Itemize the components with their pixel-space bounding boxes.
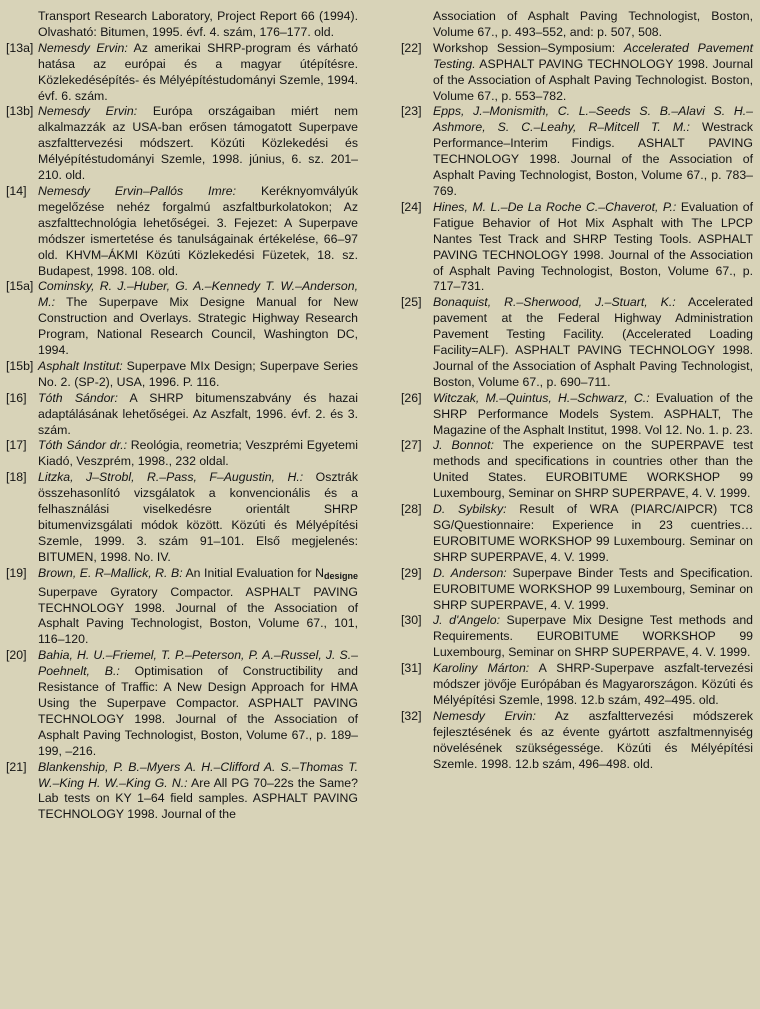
reference-text: Optimisation of Constructibility and Resistance of Traffic: A New Design Approach for HMA Using the Superpave Compactor. ASPHALT PAVING TECHNOLOGY 1998. Journal of the Association of Asphalt Paving Technologist, Boston, Volume 67., p. 189–199, –216. [38, 664, 359, 758]
reference-number: [14] [6, 183, 27, 198]
reference-text: Transport Research Laboratory, Project Report 66 (1994). Olvasható: Bitumen, 1995. évf. 4. szám, 176–177. old. [38, 9, 358, 39]
reference-text: Association of Asphalt Paving Technologist, Boston, Volume 67., p. 493–552, and: p. 507, 508. [433, 9, 753, 39]
reference-text: Osztrák összehasonlító vizsgálatok a konvencionális és a felhasználási viselkedésre orientált SHRP bitumenvizsgálati módok között. Közúti és Mélyépítési Szemle, 1999. 3. szám 91–101. Első megjelenés: BITUMEN, 1998. No. IV. [38, 470, 358, 564]
reference-body [38, 391, 358, 439]
reference-number: [27] [401, 438, 422, 453]
reference-body [38, 41, 358, 105]
reference-number: [24] [401, 199, 422, 214]
reference-authors: J. Bonnot: [433, 438, 494, 453]
reference-column-left [6, 9, 358, 823]
reference-entry [6, 359, 358, 391]
reference-subscript: designe [323, 570, 358, 581]
reference-entry [6, 104, 358, 184]
reference-text: Az amerikai SHRP-program és várható hatása az európai és a magyar útépítésre. Közlekedésépítés- és Mélyépítéstudományi Szemle, 1994. évf. 6. szám. [38, 40, 358, 103]
reference-body [433, 295, 753, 390]
reference-body [38, 104, 358, 184]
reference-text-continued: ASPHALT PAVING TECHNOLOGY 1998. Journal of the Association of Asphalt Paving Technologist. Boston, Volume 67., p. 553–782. [433, 56, 753, 103]
reference-number: [13a] [6, 40, 34, 55]
reference-authors: Litzka, J–Strobl, R.–Pass, F–Augustin, H.: [38, 470, 304, 485]
reference-text: Westrack Performance–Interim Findigs. ASHALT PAVING TECHNOLOGY 1998. Journal of the Association of Asphalt Paving Technologist, Boston, Volume 67., p. 783–769. [433, 120, 753, 198]
reference-authors: Bonaquist, R.–Sherwood, J.–Stuart, K.: [433, 295, 676, 310]
reference-authors: Asphalt Institut: [38, 358, 123, 373]
reference-entry [401, 566, 753, 614]
reference-number: [31] [401, 661, 422, 676]
reference-body [38, 279, 358, 359]
reference-number: [29] [401, 565, 422, 580]
reference-entry [6, 438, 358, 470]
reference-number: [18] [6, 470, 27, 485]
reference-symbol: N [315, 565, 324, 580]
reference-entry [6, 566, 358, 649]
reference-authors: Tóth Sándor dr.: [38, 438, 128, 453]
reference-authors: Bahia, H. U.–Friemel, T. P.–Peterson, P. A.–Russel, J. S.– Poehnelt, B.: [38, 648, 358, 679]
reference-body [433, 566, 753, 614]
reference-text: Európa országaiban miért nem alkalmazzák az USA-ban erősen támogatott Superpave aszfalttervezési módszert. Közúti Közlekedési és Mélyépítéstudományi Szemle, 1998. június, 6. sz. 201–210. old. [38, 104, 358, 183]
reference-body [38, 359, 358, 391]
reference-entry [6, 279, 358, 359]
reference-entry [401, 661, 753, 709]
reference-number: [17] [6, 438, 27, 453]
reference-entry [6, 391, 358, 439]
reference-number: [32] [401, 708, 422, 723]
reference-number: [13b] [6, 104, 34, 119]
reference-number: [15a] [6, 279, 34, 294]
reference-entry [401, 502, 753, 566]
reference-body [433, 391, 753, 439]
reference-entry [6, 184, 358, 279]
reference-text: Reológia, reometria; Veszprémi Egyetemi Kiadó, Veszprém, 1998., 232 oldal. [38, 438, 358, 469]
reference-text: Evaluation of Fatigue Behavior of Hot Mix Asphalt with The LPCP Nantes Test Track and SHRP Testing Tools. ASPHALT PAVING TECHNOLOGY 1998. Journal of the Association of Asphalt Paving Technologist, Boston, Volume 67., p. 717–731. [433, 199, 754, 294]
reference-text: The experience on the SUPERPAVE test methods and specifications in countries other than the United States. EUROBITUME WORKSHOP 99 Luxembourg, Seminar on SHRP SUPERPAVE, 4. V. 1999. [433, 438, 753, 501]
reference-entry [6, 648, 358, 759]
reference-body [6, 9, 358, 41]
reference-text: Superpave Mix Designe Test methods and Requirements. EUROBITUME WORKSHOP 99 Luxembourg, Seminar on SHRP SUPERPAVE, 4. V. 1999. [433, 613, 754, 660]
reference-body [433, 438, 753, 502]
reference-entry [401, 709, 753, 773]
reference-authors: D. Sybilsky: [433, 502, 507, 517]
reference-text: A SHRP bitumenszabvány és hazai adaptálásának lehetőségei. Az Aszfalt, 1996. évf. 2. és 3. szám. [38, 390, 359, 437]
reference-entry [401, 9, 753, 41]
reference-body [38, 648, 358, 759]
reference-entry [401, 295, 753, 390]
reference-number: [20] [6, 648, 27, 663]
reference-authors: Nemesdy Ervin: [38, 104, 138, 119]
reference-text: Evaluation of the SHRP Performance Models System. ASPHALT, The Magazine of the Asphalt Institut, 1998. Vol 12. No. 1. p. 23. [433, 390, 753, 437]
reference-entry [6, 41, 358, 105]
reference-body [433, 200, 753, 295]
reference-text: The Superpave Mix Designe Manual for New Construction and Overlays. Strategic Highway Research Program, National Research Council, Washington DC, 1994. [38, 295, 358, 358]
reference-body [38, 438, 358, 470]
reference-text: Are All PG 70–22s the Same? Lab tests on KY 1–64 field samples. ASPHALT PAVING TECHNOLOGY 1998. Journal of the [38, 775, 358, 822]
reference-body [433, 104, 753, 199]
reference-body [433, 41, 753, 105]
reference-text: A SHRP-Superpave aszfalt-tervezési módszer jövője Európában és Magyarországon. Közúti és Mélyépítési Szemle, 1998. 12.b szám, 492–495. old. [433, 661, 753, 707]
reference-entry [6, 9, 358, 41]
reference-entry [401, 104, 753, 199]
reference-number: [28] [401, 502, 422, 517]
reference-text: Workshop Session–Symposium: [433, 40, 624, 55]
reference-body [38, 470, 358, 565]
reference-entry [401, 391, 753, 439]
reference-entry [6, 760, 358, 824]
reference-number: [21] [6, 759, 27, 774]
reference-text-continued: Superpave Gyratory Compactor. ASPHALT PAVING TECHNOLOGY 1998. Journal of the Association of Asphalt Paving Technologist, Boston, Volume 67., 101, 116–120. [38, 584, 358, 647]
reference-column-right [401, 9, 753, 773]
reference-authors: Witczak, M.–Quintus, H.–Schwarz, C.: [433, 390, 650, 405]
reference-number: [16] [6, 390, 27, 405]
reference-number: [19] [6, 565, 27, 580]
reference-number: [15b] [6, 358, 34, 373]
reference-text: Az aszfalttervezési módszerek fejlesztésének és az évente gyártott aszfaltmennyiség növelésének szükségessége. Közúti és Mélyépítési Szemle. 1998. 12.b szám, 496–498. old. [433, 708, 753, 771]
reference-authors: D. Anderson: [433, 565, 507, 580]
reference-authors: Hines, M. L.–De La Roche C.–Chaverot, P.: [433, 199, 677, 214]
reference-number: [30] [401, 613, 422, 628]
reference-entry [6, 470, 358, 565]
reference-entry [401, 200, 753, 295]
reference-authors: Nemesdy Ervin–Pallós Imre: [38, 183, 237, 198]
reference-entry [401, 41, 753, 105]
reference-entry [401, 438, 753, 502]
reference-body [38, 566, 358, 649]
reference-body [433, 613, 753, 661]
reference-body [433, 661, 753, 709]
reference-number: [23] [401, 104, 422, 119]
reference-authors: Nemesdy Ervin: [38, 40, 128, 55]
reference-number: [26] [401, 390, 422, 405]
reference-text: Result of WRA (PIARC/AIPCR) TC8 SG/Questionnaire: Experience in 23 cuentries… EUROBITUME WORKSHOP 99 Luxembourg. Seminar on SHRP SUPERPAVE, 4. V. 1999. [433, 502, 753, 564]
reference-body [38, 184, 358, 279]
reference-text: An Initial Evaluation for [182, 565, 316, 580]
reference-body [433, 502, 753, 566]
reference-body [433, 709, 753, 773]
reference-text: Superpave Binder Tests and Specification. EUROBITUME WORKSHOP 99 Luxembourg, Seminar on SHRP SUPERPAVE, 4. V. 1999. [433, 565, 753, 612]
reference-number: [22] [401, 40, 422, 55]
reference-authors: Tóth Sándor: [38, 390, 118, 405]
reference-authors: Blankenship, P. B.–Myers A. H.–Clifford A. S.–Thomas T. W.–King H. W.–King G. N.: [38, 759, 358, 790]
reference-title-italic: Accelerated Pavement Testing. [433, 40, 753, 71]
reference-text: Accelerated pavement at the Federal Highway Administration Pavement Testing Facility. (Accelerated Loading Facility=ALF). ASPHALT PAVING TECHNOLOGY 1998. Journal of the Association of Asphalt Paving Technologist, Boston, Volume 67., p. 690–711. [433, 295, 753, 389]
reference-text: Keréknyomvályúk megelőzése nehéz forgalmú aszfaltburkolatokon; Az aszfalttechnológia lehetőségei. 3. Fejezet: A Superpave módszer ismertetése és tanulságainak értékelése, 66–97 old. KHVM–ÁKMI Közúti Közlekedési Füzetek, 18. sz. Budapest, 1998. 108. old. [38, 183, 358, 278]
reference-authors: Brown, E. R–Mallick, R. B: [38, 565, 183, 580]
reference-authors: Cominsky, R. J.–Huber, G. A.–Kennedy T. W.–Anderson, M.: [38, 279, 358, 310]
reference-authors: Nemesdy Ervin: [433, 708, 536, 723]
reference-body [38, 760, 358, 824]
reference-authors: Karoliny Márton: [433, 661, 530, 676]
reference-body [401, 9, 753, 41]
reference-entry [401, 613, 753, 661]
reference-authors: J. d'Angelo: [433, 613, 501, 628]
reference-number: [25] [401, 295, 422, 310]
reference-authors: Epps, J.–Monismith, C. L.–Seeds S. B.–Alavi S. H.–Ashmore, S. C.–Leahy, R–Mitcell T. M.: [433, 104, 753, 135]
reference-text: Superpave MIx Design; Superpave Series No. 2. (SP-2), USA, 1996. P. 116. [38, 358, 358, 389]
